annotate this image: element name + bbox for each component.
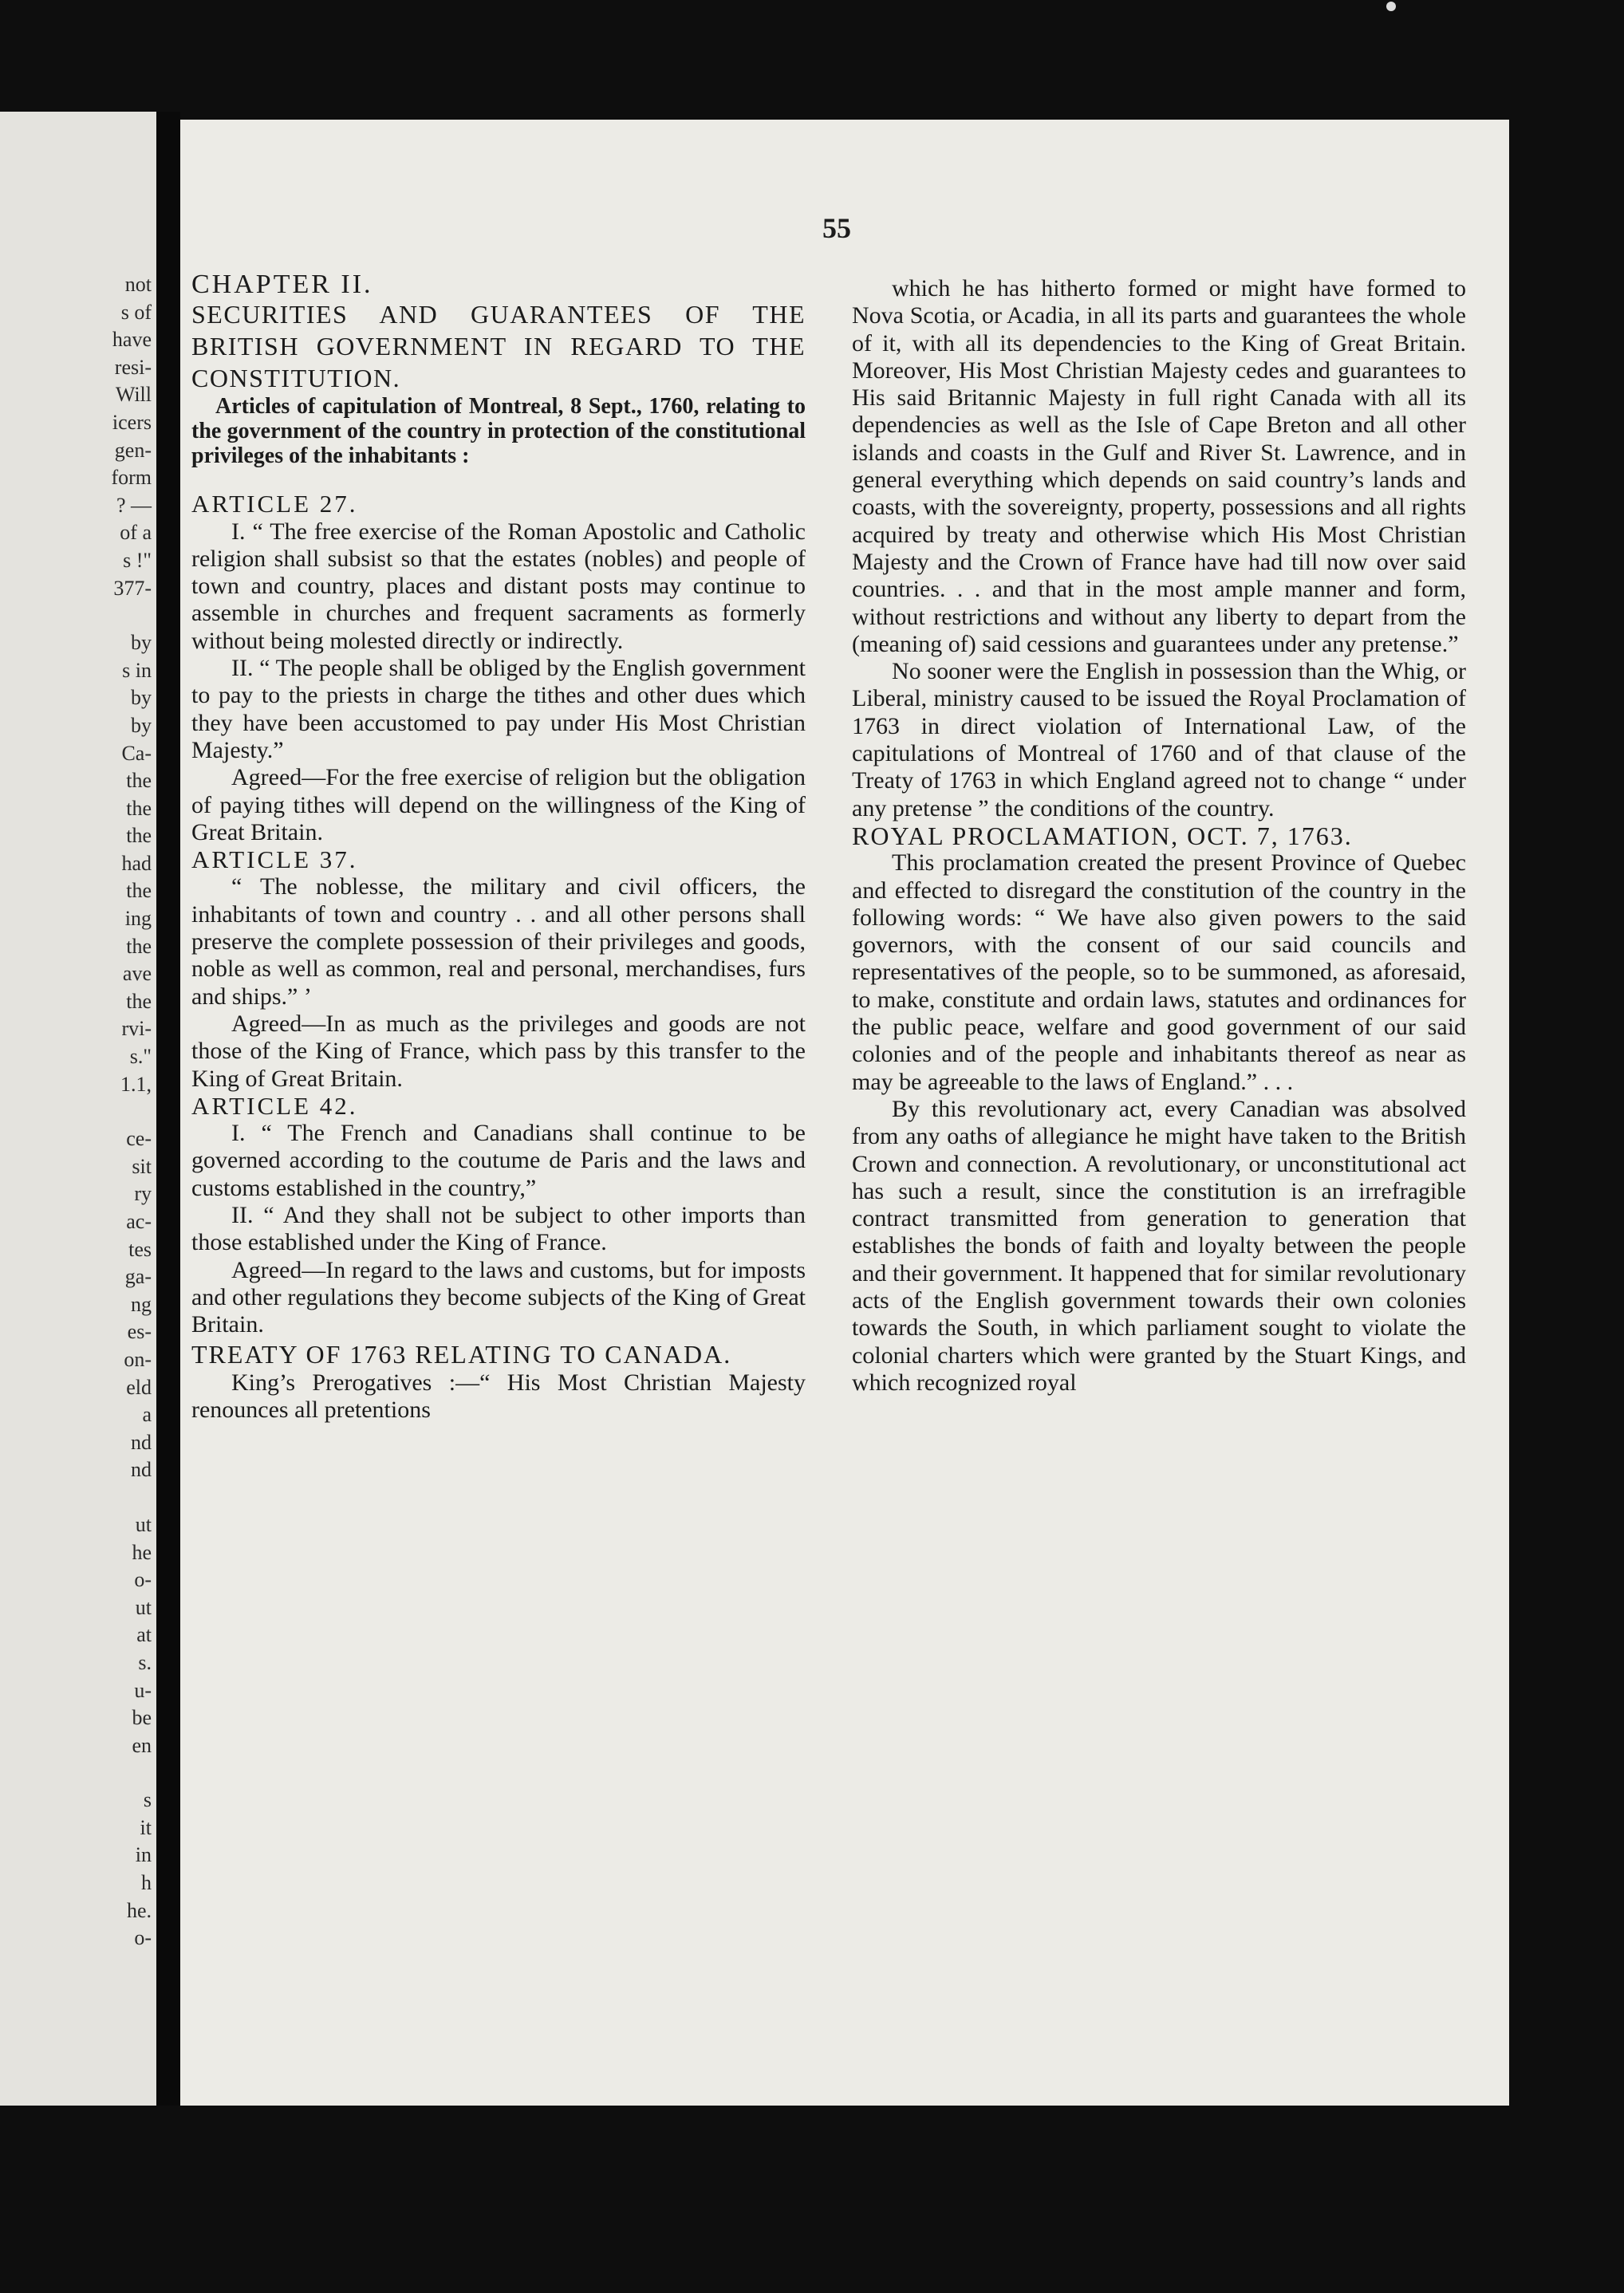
fragment-block-e <box>80 1787 152 1952</box>
fragment-line: s !" <box>123 548 152 572</box>
article-42-clause-1: I. “ The French and Canadians shall continue to be governed according to the coutume de Paris and the laws and customs established in the country,” <box>191 1120 806 1201</box>
fragment-line: not <box>124 273 152 296</box>
treaty-heading: TREATY OF 1763 RELATING TO CANADA. <box>191 1339 732 1369</box>
fragment-line: have <box>112 328 152 352</box>
scan-speck <box>1386 2 1396 11</box>
fragment-block-b <box>80 629 152 1098</box>
article-27-agreed: Agreed—For the free exercise of religion but the obligation of paying tithes will depend on the willingness of the King of Great Britain. <box>191 764 806 845</box>
fragment-line: the <box>126 796 152 820</box>
fragment-line: the <box>126 934 152 958</box>
intro-paragraph: Articles of capitulation of Montreal, 8 Sept., 1760, relating to the government of the country in protection of the constitutional privileges of the inhabitants : <box>191 394 806 469</box>
page-number: 55 <box>822 212 851 244</box>
fragment-line: sit <box>132 1154 152 1178</box>
fragment-line: s. <box>138 1650 152 1674</box>
chapter-heading: CHAPTER II. <box>191 270 373 299</box>
book-page <box>180 120 1509 2106</box>
fragment-line: ga- <box>124 1265 152 1289</box>
fragment-line: had <box>121 851 152 875</box>
fragment-line: he <box>132 1540 152 1564</box>
fragment-line: be <box>132 1706 152 1730</box>
fragment-line: Will <box>115 383 152 407</box>
fragment-block-c <box>80 1125 152 1484</box>
article-27-heading: ARTICLE 27. <box>191 490 358 518</box>
treaty-paragraph: King’s Prerogatives :—“ His Most Christian Majesty renounces all pretentions <box>191 1369 806 1423</box>
fragment-line: the <box>126 824 152 848</box>
fragment-line: 377- <box>113 576 152 600</box>
facing-page <box>0 112 156 2106</box>
fragment-line: o- <box>134 1926 152 1950</box>
fragment-line: by <box>131 631 152 655</box>
fragment-line: ing <box>124 907 152 931</box>
article-37-clause: “ The noblesse, the military and civil officers, the inhabitants of town and country . . and all other persons shall preserve the complete possession of their privileges and goods, noble as well as common, real and personal, merchandises, furs and ships.” ’ <box>191 873 806 1010</box>
fragment-line: en <box>132 1733 152 1757</box>
treaty-continuation: which he has hitherto formed or might have formed to Nova Scotia, or Acadia, in all its parts and guarantees the whole of it, with all its dependencies to the King of Great Britain. Moreover, His Most Christian Majesty cedes and guarantees to His said Britannic Majesty in full right Canada with all its dependencies as well as the Isle of Cape Breton and all other islands and coasts in the Gulf and River St. Lawrence, and in general everything which depends on said country’s lands and coasts, with the sovereignty, property, possessions and all rights acquired by treaty and otherwise which His Most Christian Majesty and the Crown of France have had till now over said countries. . . and that in the most ample manner and form, without restrictions and without any liberty to depart from the (meaning of) said cessions and guarantees under any pretense.” <box>852 275 1466 657</box>
proclamation-paragraph: This proclamation created the present Province of Quebec and effected to disregard the constitution of the country in the following words: “ We have also given powers to the said governors, with the consent of our said councils and representatives of the people, so to be summoned, as aforesaid, to make, constitute and ordain laws, statutes and ordinances for the public peace, welfare and good government of our said colonies and of the people and inhabitants thereof as near as may be agreeable to the laws of England.” . . . <box>852 849 1466 1095</box>
fragment-line: ry <box>134 1182 152 1206</box>
fragment-line: ac- <box>126 1210 152 1233</box>
fragment-line: ut <box>135 1512 152 1536</box>
fragment-line: the <box>126 989 152 1013</box>
fragment-line: rvi- <box>121 1017 152 1041</box>
section-title: SECURITIES AND GUARANTEES OF THE BRITISH GOVERNMENT IN REGARD TO THE CONSTITUTION. <box>191 300 806 393</box>
fragment-line: nd <box>131 1430 152 1454</box>
article-42-heading: ARTICLE 42. <box>191 1091 358 1120</box>
article-42-clause-2: II. “ And they shall not be subject to other imports than those established under the King of France. <box>191 1202 806 1256</box>
fragment-line: of a <box>120 521 152 545</box>
fragment-line: h <box>141 1871 152 1895</box>
right-column <box>852 275 1466 1397</box>
fragment-line: icers <box>112 410 152 434</box>
fragment-line: it <box>140 1815 152 1839</box>
fragment-line: tes <box>128 1237 152 1261</box>
fragment-line: s <box>143 1788 152 1812</box>
fragment-line: at <box>136 1623 152 1647</box>
fragment-line: 1.1, <box>120 1072 152 1096</box>
left-column <box>191 271 806 1424</box>
fragment-line: by <box>131 713 152 737</box>
facing-page-text <box>80 271 152 1952</box>
fragment-line: ave <box>122 962 152 986</box>
article-37-agreed: Agreed—In as much as the privileges and goods are not those of the King of France, which pass by this transfer to the King of Great Britain. <box>191 1010 806 1092</box>
proclamation-heading: ROYAL PROCLAMATION, OCT. 7, 1763. <box>852 821 1353 850</box>
fragment-line: s of <box>120 300 152 324</box>
fragment-line: u- <box>134 1678 152 1702</box>
article-37-heading: ARTICLE 37. <box>191 845 358 874</box>
fragment-line: the <box>126 879 152 903</box>
fragment-line: ng <box>131 1292 152 1316</box>
fragment-line: nd <box>131 1458 152 1482</box>
fragment-line: a <box>142 1403 152 1427</box>
fragment-line: es- <box>127 1320 152 1344</box>
fragment-line: ut <box>135 1595 152 1619</box>
fragment-line: Ca- <box>121 741 152 765</box>
fragment-block-a <box>80 271 152 602</box>
article-27-clause-2: II. “ The people shall be obliged by the English government to pay to the priests in charge the tithes and other dues which they have been accustomed to pay under His Most Christian Majesty.” <box>191 655 806 763</box>
fragment-line: o- <box>134 1568 152 1592</box>
fragment-line: eld <box>126 1375 152 1399</box>
fragment-line: he. <box>126 1898 152 1922</box>
fragment-line: on- <box>124 1347 152 1371</box>
fragment-line: s." <box>129 1045 152 1069</box>
fragment-line: the <box>126 769 152 793</box>
whig-ministry-paragraph: No sooner were the English in possession than the Whig, or Liberal, ministry caused to be issued the Royal Proclamation of 1763 in direct violation of International Law, of the capitulations of Montreal of 1760 and of that clause of the Treaty of 1763 in which England agreed not to change “ under any pretense ” the conditions of the country. <box>852 658 1466 821</box>
article-42-agreed: Agreed—In regard to the laws and customs, but for imposts and other regulations they become subjects of the King of Great Britain. <box>191 1256 806 1338</box>
revolutionary-act-paragraph: By this revolutionary act, every Canadian was absolved from any oaths of allegiance he might have taken to the British Crown and connection. A revolutionary, or unconstitutional act has such a result, since the constitution is an irrefragible contract transmitted from generation to generation that establishes the bonds of faith and loyalty between the people and their government. It happened that for similar revolutionary acts of the English government towards their own colonies towards the South, in which parliament sought to violate the colonial charters which were granted by the Stuart Kings, and which recognized royal <box>852 1095 1466 1396</box>
fragment-line: in <box>135 1843 152 1867</box>
fragment-line: resi- <box>114 355 152 379</box>
fragment-line: gen- <box>114 438 152 462</box>
article-27-clause-1: I. “ The free exercise of the Roman Apostolic and Catholic religion shall subsist so that the estates (nobles) and people of town and country, places and distant posts may continue to assemble in churches and frequent sacraments as formerly without being molested directly or indirectly. <box>191 518 806 654</box>
book-spine <box>156 112 180 2106</box>
fragment-line: ce- <box>126 1127 152 1151</box>
fragment-line: s in <box>122 658 152 682</box>
fragment-line: by <box>131 686 152 710</box>
fragment-line: ? — <box>116 493 152 517</box>
fragment-block-d <box>80 1511 152 1759</box>
fragment-line: form <box>111 466 152 490</box>
